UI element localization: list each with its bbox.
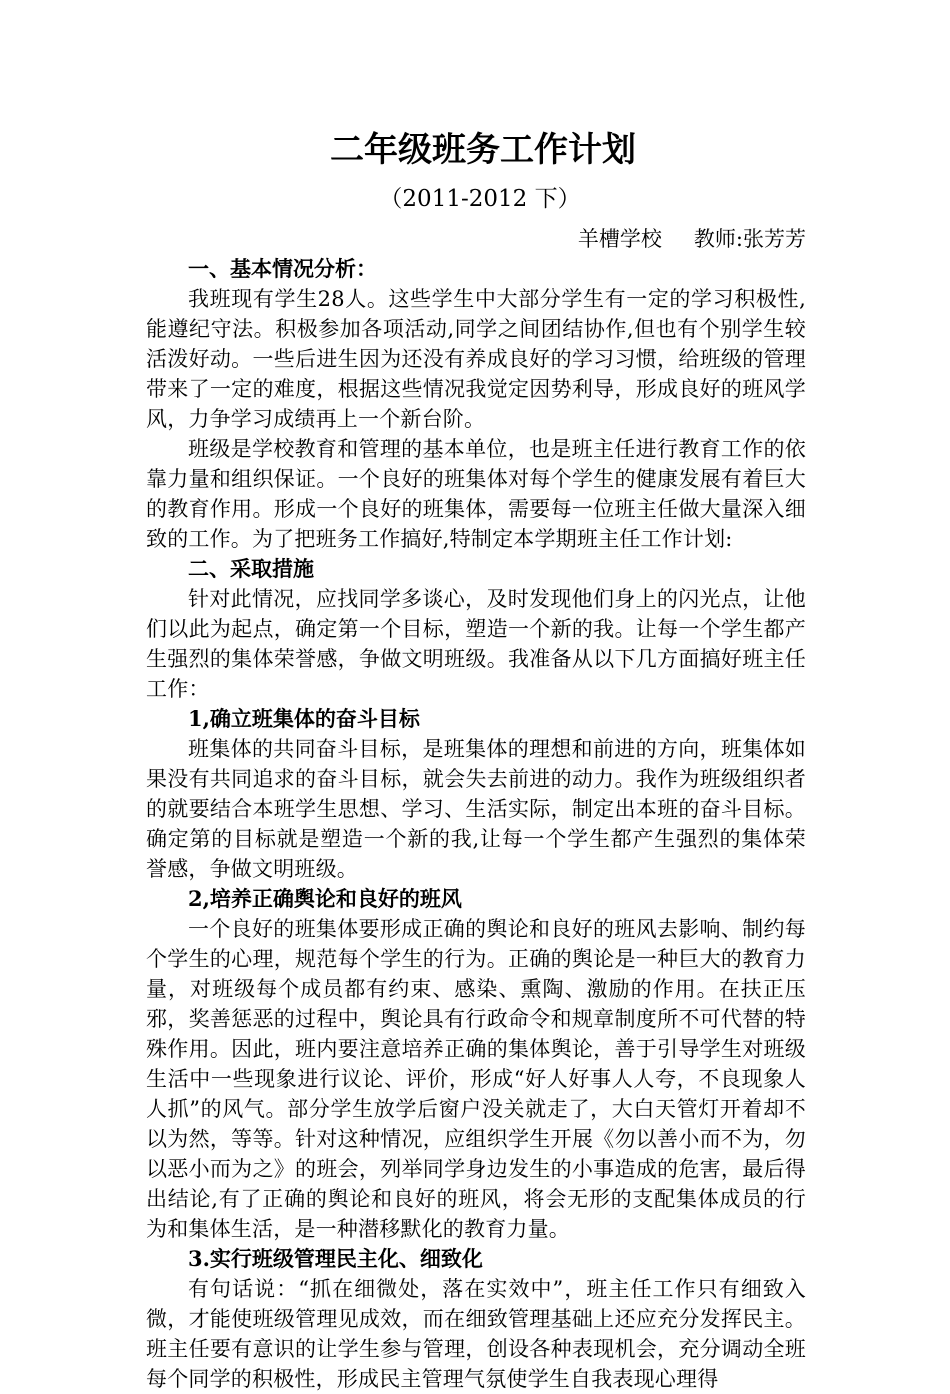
paragraph: 班级是学校教育和管理的基本单位，也是班主任进行教育工作的依靠力量和组织保证。一个良好的班集体对每个学生的健康发展有着巨大的教育作用。形成一个良好的班集体，需要每一位班主任做大量深入细致的工作。为了把班务工作搞好,特制定本学期班主任工作计划: bbox=[146, 437, 806, 551]
section-heading-democratic-management: 3.实行班级管理民主化、细致化 bbox=[188, 1246, 483, 1271]
section-heading-measures: 二、采取措施 bbox=[188, 556, 314, 581]
school-name: 羊槽学校 bbox=[577, 227, 662, 251]
paragraph: 针对此情况，应找同学多谈心，及时发现他们身上的闪光点，让他们以此为起点，确定第一个目标，塑造一个新的我。让每一个学生都产生强烈的集体荣誉感，争做文明班级。我准备从以下几方面搞好班主任工作： bbox=[146, 587, 806, 701]
paragraph: 有句话说：“抓在细微处，落在实效中”，班主任工作只有细致入微，才能使班级管理见成效，而在细致管理基础上还应充分发挥民主。班主任要有意识的让学生参与管理，创设各种表现机会，充分调动全班每个同学的积极性，形成民主管理气氛使学生自我表现心理得 bbox=[146, 1277, 806, 1391]
teacher-name: 教师:张芳芳 bbox=[693, 227, 806, 251]
section-heading-basic-situation: 一、基本情况分析： bbox=[188, 256, 377, 281]
byline bbox=[146, 224, 806, 254]
document-page bbox=[146, 124, 806, 1394]
section-heading-class-spirit: 2,培养正确舆论和良好的班风 bbox=[188, 886, 462, 911]
paragraph: 我班现有学生28人。这些学生中大部分学生有一定的学习积极性,能遵纪守法。积极参加各项活动,同学之间团结协作,但也有个别学生较活泼好动。一些后进生因为还没有养成良好的学习习惯，给班级的管理带来了一定的难度，根据这些情况我觉定因势利导，形成良好的班风学风，力争学习成绩再上一个新台阶。 bbox=[146, 287, 806, 431]
document-subtitle: （2011-2012 下） bbox=[379, 186, 581, 212]
paragraph: 班集体的共同奋斗目标，是班集体的理想和前进的方向，班集体如果没有共同追求的奋斗目标，就会失去前进的动力。我作为班级组织者的就要结合本班学生思想、学习、生活实际，制定出本班的奋斗目标。确定第的目标就是塑造一个新的我,让每一个学生都产生强烈的集体荣誉感，争做文明班级。 bbox=[146, 737, 806, 881]
paragraph: 一个良好的班集体要形成正确的舆论和良好的班风去影响、制约每个学生的心理，规范每个学生的行为。正确的舆论是一种巨大的教育力量，对班级每个成员都有约束、感染、熏陶、激励的作用。在扶正压邪，奖善惩恶的过程中，舆论具有行政命令和规章制度所不可代替的特殊作用。因此，班内要注意培养正确的集体舆论，善于引导学生对班级生活中一些现象进行议论、评价，形成“好人好事人人夸，不良现象人人抓”的风气。部分学生放学后窗户没关就走了，大白天管灯开着却不以为然，等等。针对这种情况，应组织学生开展《勿以善小而不为，勿以恶小而为之》的班会，列举同学身边发生的小事造成的危害，最后得出结论,有了正确的舆论和良好的班风，将会无形的支配集体成员的行为和集体生活，是一种潜移默化的教育力量。 bbox=[146, 917, 806, 1241]
document-title: 二年级班务工作计划 bbox=[330, 130, 636, 170]
section-heading-goal: 1,确立班集体的奋斗目标 bbox=[188, 706, 420, 731]
